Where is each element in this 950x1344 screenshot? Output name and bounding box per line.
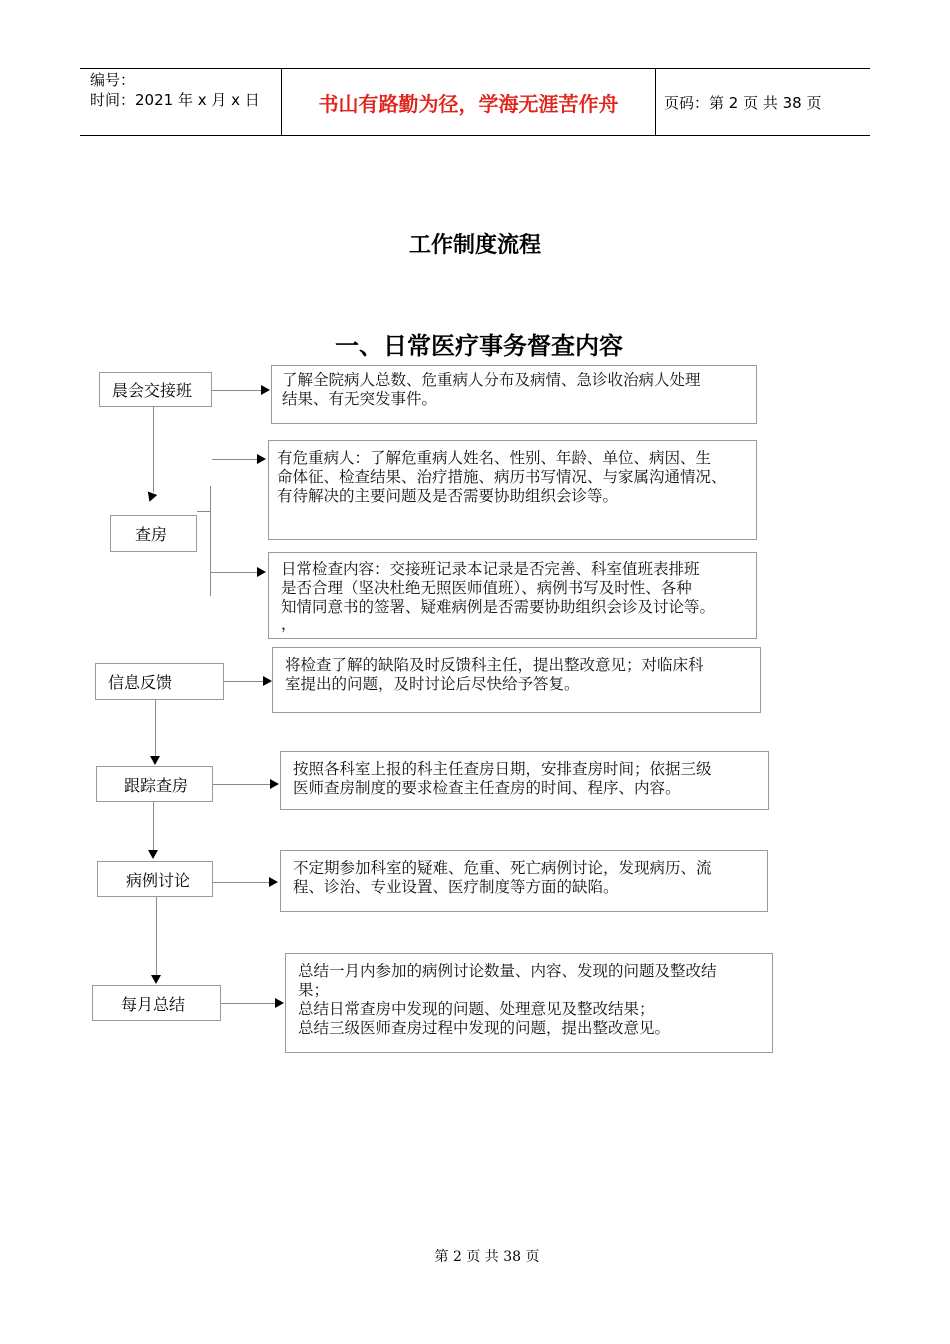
desc-line: 是否合理（坚决杜绝无照医师值班）、病例书写及时性、各种 — [281, 579, 692, 597]
desc-line: 按照各科室上报的科主任查房日期，安排查房时间；依据三级 — [293, 760, 712, 778]
connector-line — [224, 681, 264, 682]
arrow-right-icon — [269, 877, 278, 887]
desc-line: 日常检查内容：交接班记录本记录是否完善、科室值班表排班 — [281, 560, 700, 578]
desc-line: 知情同意书的签署、疑难病例是否需要协助组织会诊及讨论等。 — [281, 598, 716, 616]
desc-line: 程、诊治、专业设置、医疗制度等方面的缺陷。 — [293, 878, 619, 896]
desc-critical-patients — [268, 440, 757, 540]
connector-line — [213, 784, 271, 785]
connector-line — [197, 511, 210, 512]
step-monthly-summary — [92, 985, 221, 1021]
arrow-down-icon — [145, 492, 157, 504]
arrow-right-icon — [275, 998, 284, 1008]
connector-line — [210, 572, 258, 573]
document-title: 工作制度流程 — [408, 233, 541, 258]
step-case-discussion — [97, 861, 213, 897]
arrow-right-icon — [270, 779, 279, 789]
desc-line: 室提出的问题，及时讨论后尽快给予答复。 — [285, 675, 580, 693]
step-morning-handover — [99, 372, 212, 407]
arrow-down-icon — [150, 756, 160, 765]
connector-line — [221, 1003, 276, 1004]
connector-line — [156, 897, 157, 975]
arrow-right-icon — [263, 676, 272, 686]
desc-case-discussion — [280, 850, 768, 912]
desc-line: 将检查了解的缺陷及时反馈科主任，提出整改意见；对临床科 — [285, 656, 704, 674]
desc-follow-up-round — [280, 751, 769, 810]
step-feedback — [95, 663, 224, 700]
desc-line: 了解全院病人总数、危重病人分布及病情、急诊收治病人处理 — [282, 371, 701, 389]
section-title: 一、日常医疗事务督查内容 — [335, 332, 623, 360]
desc-line: ， — [281, 615, 297, 633]
step-label: 跟踪查房 — [124, 775, 189, 795]
desc-line: 总结三级医师查房过程中发现的问题，提出整改意见。 — [298, 1019, 671, 1037]
arrow-down-icon — [148, 850, 158, 859]
page-footer: 第 2 页 共 38 页 — [434, 1249, 540, 1265]
connector-line — [155, 700, 156, 756]
step-label: 病例讨论 — [126, 870, 191, 890]
header-divider — [655, 68, 656, 136]
desc-line: 有待解决的主要问题及是否需要协助组织会诊等。 — [277, 487, 619, 505]
desc-line: 果； — [298, 981, 330, 999]
step-label: 信息反馈 — [108, 673, 173, 692]
connector-line — [212, 459, 258, 460]
arrow-right-icon — [261, 385, 270, 395]
desc-daily-check — [268, 552, 757, 639]
connector-line — [153, 407, 154, 492]
arrow-down-icon — [151, 975, 161, 984]
desc-line: 有危重病人：了解危重病人姓名、性别、年龄、单位、病因、生 — [277, 449, 712, 467]
header-time-label: 时间：2021 年 x 月 x 日 — [90, 91, 260, 109]
step-label: 每月总结 — [121, 994, 186, 1014]
step-follow-up-round — [96, 766, 213, 802]
desc-line: 不定期参加科室的疑难、危重、死亡病例讨论，发现病历、流 — [293, 859, 712, 877]
step-label: 查房 — [135, 525, 168, 544]
connector-line — [213, 882, 270, 883]
connector-line — [212, 390, 262, 391]
desc-feedback — [272, 647, 761, 713]
header-number-label: 编号： — [90, 71, 136, 89]
arrow-right-icon — [257, 567, 266, 577]
header-motto: 书山有路勤为径，学海无涯苦作舟 — [318, 91, 619, 116]
desc-line: 总结日常查房中发现的问题、处理意见及整改结果； — [298, 1000, 655, 1018]
step-ward-round — [110, 515, 197, 552]
desc-line: 结果、有无突发事件。 — [282, 390, 438, 408]
bracket-line — [210, 486, 211, 596]
arrow-right-icon — [257, 454, 266, 464]
desc-line: 总结一月内参加的病例讨论数量、内容、发现的问题及整改结 — [298, 962, 717, 980]
step-label: 晨会交接班 — [112, 381, 193, 400]
desc-line: 医师查房制度的要求检查主任查房的时间、程序、内容。 — [293, 779, 681, 797]
header-page-label: 页码：第 2 页 共 38 页 — [664, 94, 822, 112]
desc-monthly-summary — [285, 953, 773, 1053]
desc-line: 命体征、检查结果、治疗措施、病历书写情况、与家属沟通情况、 — [277, 468, 727, 486]
connector-line — [153, 802, 154, 850]
desc-morning-handover — [271, 365, 757, 424]
